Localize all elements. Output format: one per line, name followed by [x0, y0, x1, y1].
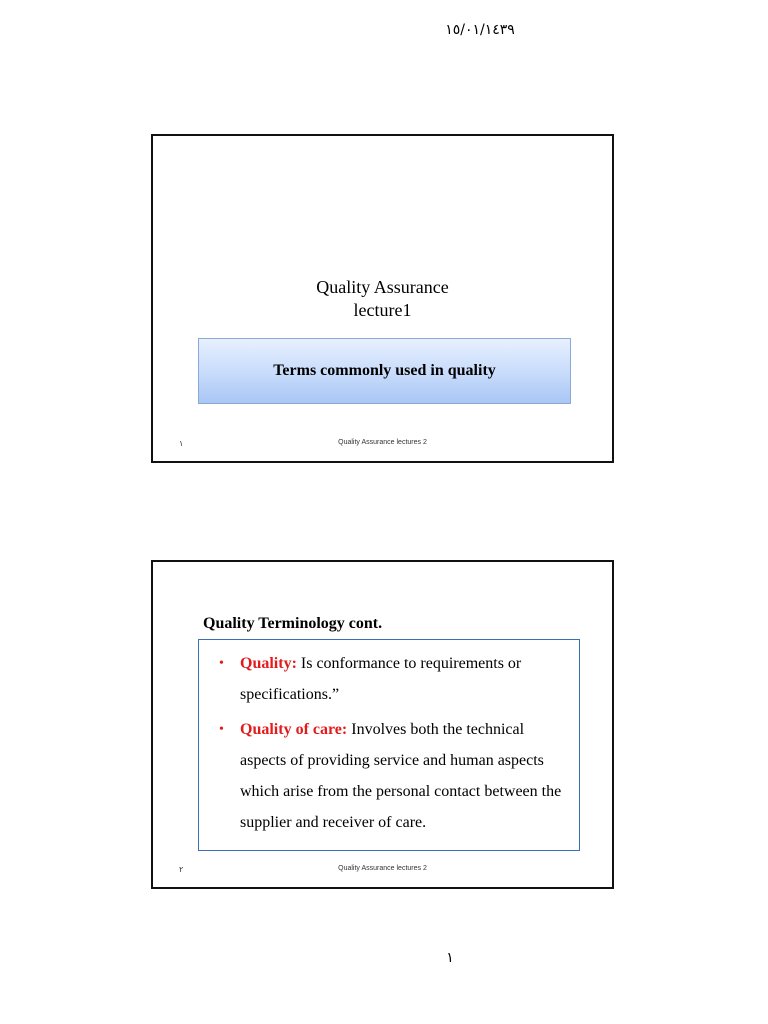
slide-2-footer-text: Quality Assurance lectures 2 — [338, 865, 427, 872]
slide-1-subtitle-box — [198, 338, 571, 404]
slide-1-number: ١ — [179, 439, 184, 448]
slide-1-title-line-2: lecture1 — [353, 300, 412, 320]
bullet-text: Involves both the technical aspects of providing service and human aspects which arise from the personal contact between the supplier and receiver of care. — [240, 721, 562, 831]
slide-1-footer-text: Quality Assurance lectures 2 — [338, 439, 427, 446]
page-date: ١٥/٠١/١٤٣٩ — [445, 22, 515, 38]
slide-1-subtitle: Terms commonly used in quality — [273, 362, 496, 379]
bullet-item-quality-of-care — [219, 714, 565, 838]
slide-2 — [151, 560, 614, 889]
slide-2-heading: Quality Terminology cont. — [203, 615, 383, 632]
slide-2-content-box — [198, 639, 580, 851]
slide-2-footer — [153, 865, 612, 877]
slide-1-footer — [153, 439, 612, 451]
bullet-text: Is conformance to requirements or specifications.” — [240, 655, 522, 703]
slide-1 — [151, 134, 614, 463]
bullet-item-quality — [219, 648, 565, 710]
bullet-term: Quality of care: — [240, 721, 348, 738]
bullet-icon: • — [219, 656, 224, 671]
page-number: ١ — [446, 950, 454, 966]
slide-1-title — [153, 276, 612, 322]
slide-2-number: ٢ — [179, 865, 184, 874]
bullet-icon: • — [219, 722, 224, 737]
slide-1-title-line-1: Quality Assurance — [316, 277, 449, 297]
bullet-term: Quality: — [240, 655, 297, 672]
